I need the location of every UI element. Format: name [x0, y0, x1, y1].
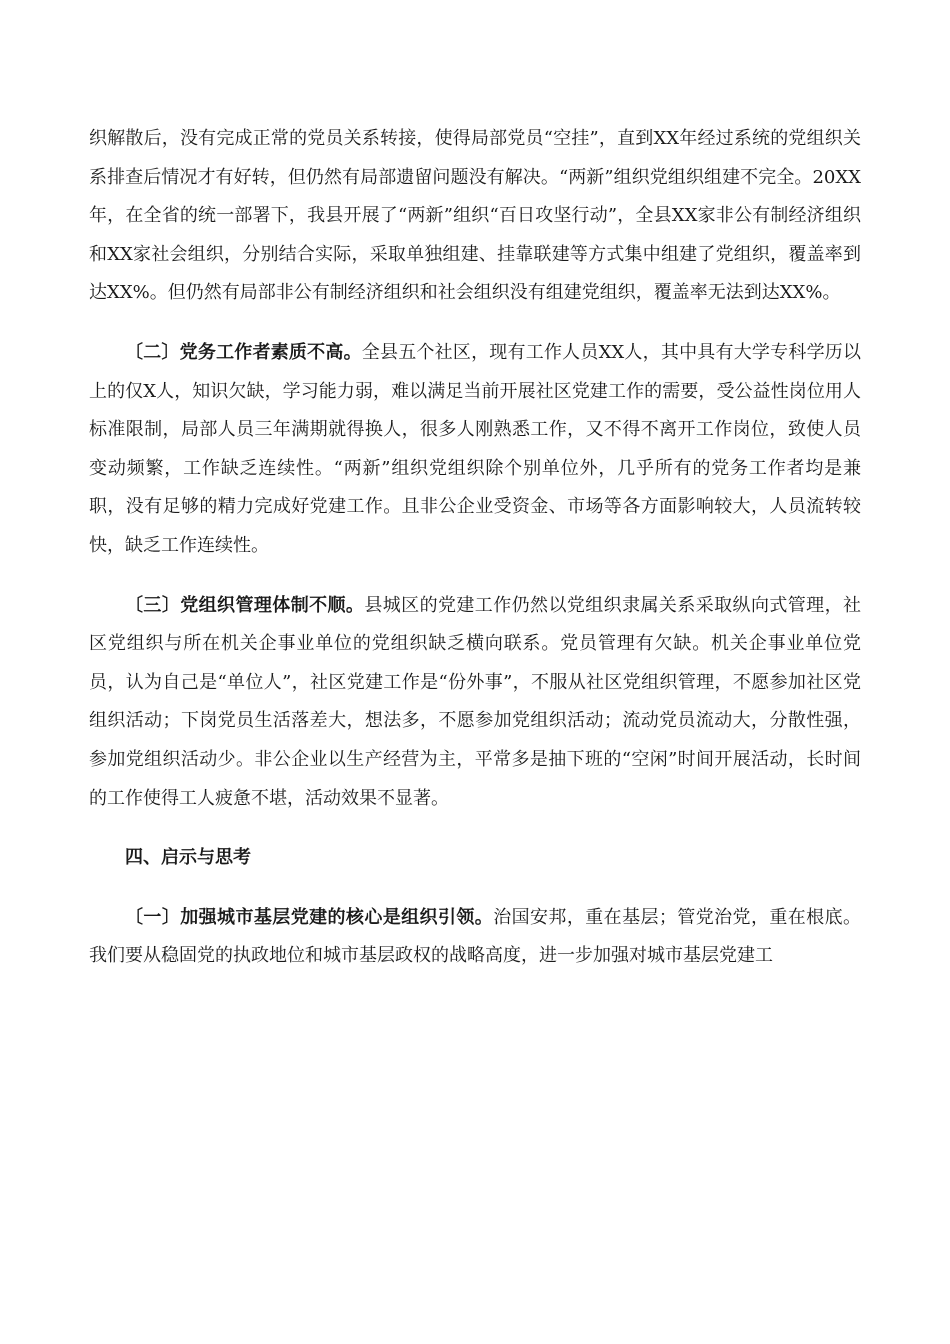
paragraph-management-system — [89, 587, 861, 819]
section-heading: 四、启示与思考 — [125, 847, 251, 869]
paragraph-lead: 〔三〕党组织管理体制不顺。 — [125, 594, 365, 616]
paragraph-party-workers-quality — [89, 334, 861, 566]
paragraph-lead: 〔二〕党务工作者素质不高。 — [125, 341, 362, 363]
paragraph-text: 县城区的党建工作仍然以党组织隶属关系采取纵向式管理，社区党组织与所在机关企事业单位的党组织缺乏横向联系。党员管理有欠缺。机关企事业单位党员，认为自己是“单位人”，社区党建工作是“份外事”，不服从社区党组织管理，不愿参加社区党组织活动；下岗党员生活落差大，想法多，不愿参加党组织活动；流动党员流动大，分散性强，参加党组织活动少。非公企业以生产经营为主，平常多是抽下班的“空闲”时间开展活动，长时间的工作使得工人疲惫不堪，活动效果不显著。 — [89, 594, 862, 809]
paragraph-text: 织解散后，没有完成正常的党员关系转接，使得局部党员“空挂”，直到XX年经过系统的党组织关系排查后情况才有好转，但仍然有局部遗留问题没有解决。“两新”组织党组织组建不完全。20XX年，在全省的统一部署下，我县开展了“两新”组织“百日攻坚行动”，全县XX家非公有制经济组织和XX家社会组织，分别结合实际，采取单独组建、挂靠联建等方式集中组建了党组织，覆盖率到达XX%。但仍然有局部非公有制经济组织和社会组织没有组建党组织，覆盖率无法到达XX%。 — [89, 128, 861, 304]
paragraph-continuation — [89, 120, 861, 313]
document-body — [89, 120, 861, 997]
paragraph-lead: 〔一〕加强城市基层党建的核心是组织引领。 — [125, 906, 494, 928]
paragraph-text: 治国安邦，重在基层；管党治党，重在根底。我们要从稳固党的执政地位和城市基层政权的战略高度，进一步加强对城市基层党建工 — [89, 906, 861, 967]
paragraph-organization-leadership — [89, 899, 861, 976]
paragraph-text: 全县五个社区，现有工作人员XX人，其中具有大学专科学历以上的仅X人，知识欠缺，学习能力弱，难以满足当前开展社区党建工作的需要，受公益性岗位用人标准限制，局部人员三年满期就得换人，很多人刚熟悉工作，又不得不离开工作岗位，致使人员变动频繁，工作缺乏连续性。“两新”组织党组织除个别单位外，几乎所有的党务工作者均是兼职，没有足够的精力完成好党建工作。且非公企业受资金、市场等各方面影响较大，人员流转较快，缺乏工作连续性。 — [89, 341, 861, 556]
